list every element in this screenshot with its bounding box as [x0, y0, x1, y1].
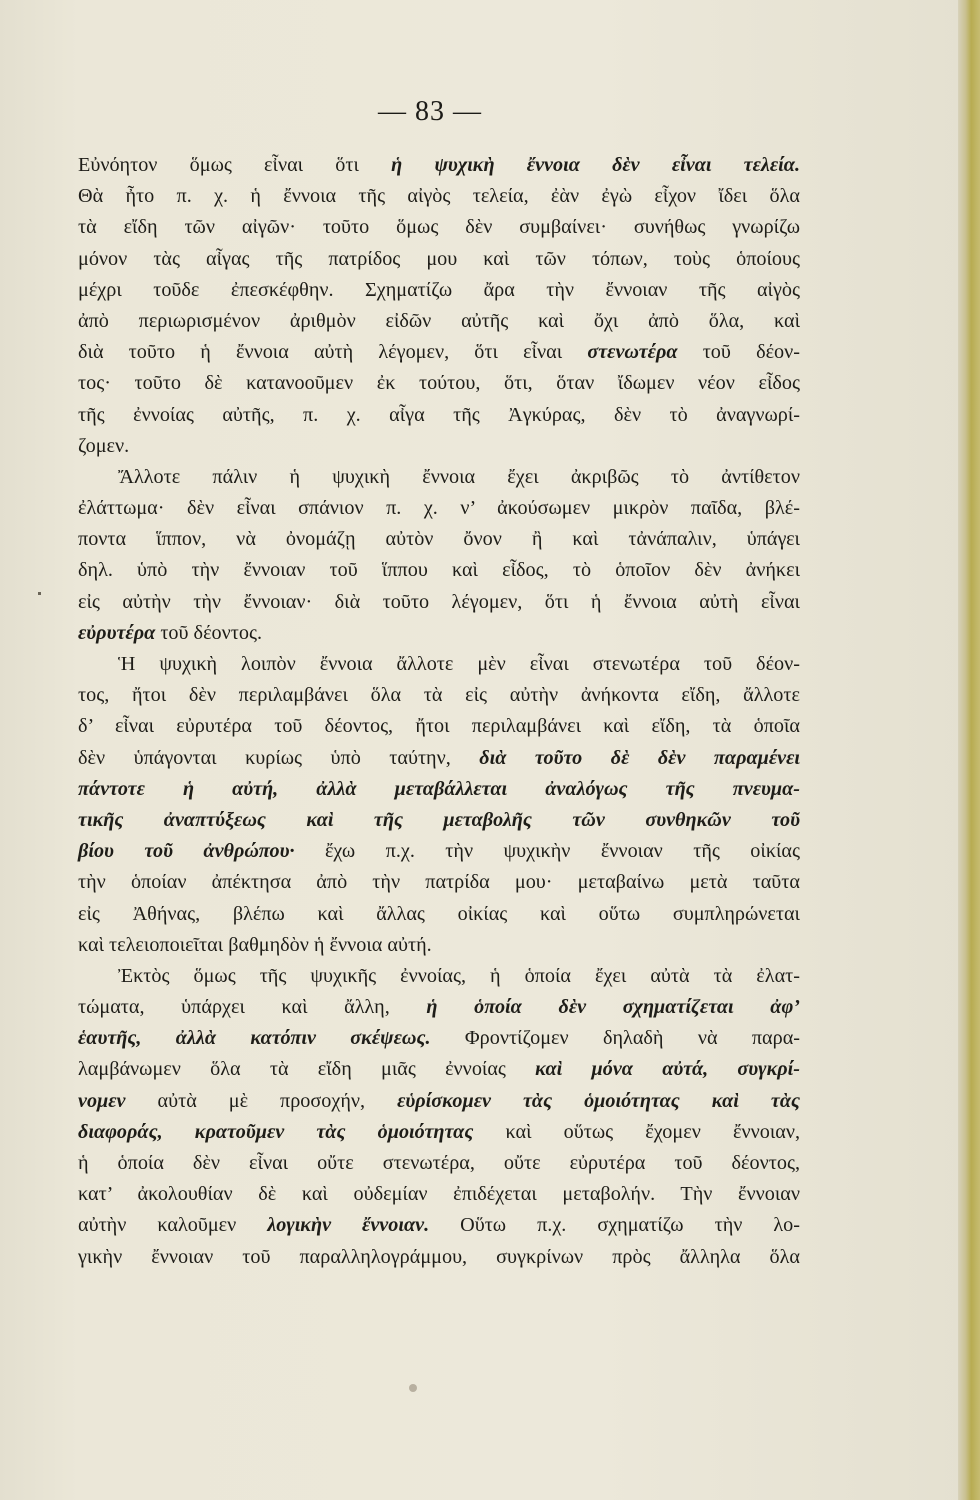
text-line [78, 930, 800, 961]
line-text: δηλ. ὑπὸ τὴν ἔννοιαν τοῦ ἵππου καὶ εἶδος, τὸ ὁποῖον δὲν ἀνήκει [78, 559, 800, 582]
emphasis-text: εὑρίσκομεν τὰς ὁμοιότητας καὶ τὰς [397, 1089, 800, 1112]
emphasis-text: στενωτέρα [587, 341, 678, 364]
line-text: καὶ τελειοποιεῖται βαθμηδὸν ἡ ἔννοια αὐτή. [78, 933, 432, 956]
emphasis-text: νομεν [78, 1089, 126, 1112]
text-line [78, 867, 800, 898]
line-text: Θὰ ἦτο π. χ. ἡ ἔννοια τῆς αἰγὸς τελεία, ἐὰν ἐγὼ εἶχον ἴδει ὅλα [78, 185, 800, 208]
emphasis-text: λογικὴν ἔννοιαν. [267, 1214, 430, 1237]
text-line [78, 743, 800, 774]
line-text: τος, ἤτοι δὲν περιλαμβάνει ὅλα τὰ εἰς αὐτὴν ἀνήκοντα εἴδη, ἄλλοτε [78, 684, 800, 707]
margin-mark [38, 592, 41, 595]
line-text: κατ’ ἀκολουθίαν δὲ καὶ οὐδεμίαν ἐπιδέχεται μεταβολήν. Τὴν ἔννοιαν [78, 1183, 800, 1206]
text-line [78, 1086, 800, 1117]
emphasis-text: διὰ τοῦτο δὲ δὲν παραμένει [479, 746, 800, 769]
line-text: Ἐκτὸς ὅμως τῆς ψυχικῆς ἐννοίας, ἡ ὁποία ἔχει αὐτὰ τὰ ἐλατ- [118, 964, 800, 987]
line-text: ἔχω π.χ. τὴν ψυχικὴν ἔννοιαν τῆς οἰκίας [294, 840, 800, 863]
text-line [78, 462, 800, 493]
line-text: αὐτὴν καλοῦμεν [78, 1214, 268, 1237]
line-text: τος· τοῦτο δὲ κατανοοῦμεν ἐκ τούτου, ὅτι, ὅταν ἴδωμεν νέον εἶδος [78, 372, 800, 395]
text-line [78, 1210, 800, 1241]
text-line [78, 1148, 800, 1179]
page-edge [958, 0, 980, 1500]
text-line [78, 1242, 800, 1273]
text-line [78, 275, 800, 306]
line-text: Ἡ ψυχικὴ λοιπὸν ἔννοια ἄλλοτε μὲν εἶναι στενωτέρα τοῦ δέον- [118, 653, 800, 675]
line-text: μόνον τὰς αἶγας τῆς πατρίδος μου καὶ τῶν τόπων, τοὺς ὁποίους [78, 247, 800, 270]
text-line [78, 805, 800, 836]
emphasis-text: διαφοράς, κρατοῦμεν τὰς ὁμοιότητας [78, 1120, 474, 1143]
text-line [78, 431, 800, 462]
text-line [78, 1117, 800, 1148]
text-line [78, 774, 800, 805]
emphasis-text: τικῆς ἀναπτύξεως καὶ τῆς μεταβολῆς τῶν συνθηκῶν τοῦ [78, 808, 800, 831]
line-text: Εὐνόητον ὅμως εἶναι ὅτι [78, 154, 392, 176]
line-text: τὰ εἴδη τῶν αἰγῶν· τοῦτο ὅμως δὲν συμβαίνει· συνήθως γνωρίζω [78, 216, 800, 239]
text-line [78, 400, 800, 431]
line-text: ζομεν. [78, 434, 130, 457]
line-text: εἰς Ἀθήνας, βλέπω καὶ ἄλλας οἰκίας καὶ οὕτω συμπληρώνεται [78, 902, 800, 925]
text-line [78, 1179, 800, 1210]
text-line [78, 181, 800, 212]
line-text: λαμβάνωμεν ὅλα τὰ εἴδη μιᾶς ἐννοίας [78, 1058, 536, 1081]
text-line [78, 524, 800, 555]
text-line [78, 337, 800, 368]
emphasis-text: εὐρυτέρα [78, 621, 156, 644]
line-text: καὶ οὕτως ἔχομεν ἔννοιαν, [473, 1120, 800, 1143]
line-text: διὰ τοῦτο ἡ ἔννοια αὐτὴ λέγομεν, ὅτι εἶναι [78, 341, 588, 364]
line-text: δ’ εἶναι εὐρυτέρα τοῦ δέοντος, ἤτοι περιλαμβάνει καὶ εἴδη, τὰ ὁποῖα [78, 715, 800, 738]
text-line [78, 212, 800, 243]
line-text: ἡ ὁποία δὲν εἶναι οὔτε στενωτέρα, οὔτε εὐρυτέρα τοῦ δέοντος, [78, 1152, 800, 1174]
line-text: Οὕτω π.χ. σχηματίζω τὴν λο- [429, 1214, 800, 1237]
line-text: τώματα, ὑπάρχει καὶ ἄλλη, [78, 996, 427, 1019]
line-text: αὐτὰ μὲ προσοχήν, [125, 1089, 398, 1112]
line-text: ποντα ἵππον, νὰ ὀνομάζῃ αὐτὸν ὄνον ἢ καὶ τἀνάπαλιν, ὑπάγει [78, 528, 800, 551]
emphasis-text: καὶ μόνα αὐτά, συγκρί- [535, 1058, 800, 1081]
text-line [78, 1054, 800, 1085]
text-line [78, 899, 800, 930]
text-line [78, 680, 800, 711]
line-text: τοῦ δέοντος. [155, 621, 263, 644]
line-text: δὲν ὑπάγονται κυρίως ὑπὸ ταύτην, [78, 746, 480, 769]
text-line [78, 961, 800, 992]
line-text: Ἄλλοτε πάλιν ἡ ψυχικὴ ἔννοια ἔχει ἀκριβῶς τὸ ἀντίθετον [118, 465, 800, 488]
emphasis-text: ἡ ὁποία δὲν σχηματίζεται ἀφ’ [426, 996, 800, 1019]
text-line [78, 992, 800, 1023]
text-line [78, 306, 800, 337]
line-text: εἰς αὐτὴν τὴν ἔννοιαν· διὰ τοῦτο λέγομεν, ὅτι ἡ ἔννοια αὐτὴ εἶναι [78, 590, 800, 613]
page-number: — 83 — [378, 96, 482, 127]
text-line [78, 587, 800, 618]
text-line [78, 150, 800, 181]
line-text: ἀπὸ περιωρισμένον ἀριθμὸν εἰδῶν αὐτῆς καὶ ὄχι ἀπὸ ὅλα, καὶ [78, 309, 800, 332]
emphasis-text: πάντοτε ἡ αὐτή, ἀλλὰ μεταβάλλεται ἀναλόγως τῆς πνευμα- [78, 777, 800, 800]
emphasis-text: ἡ ψυχικὴ ἔννοια δὲν εἶναι τελεία. [391, 154, 800, 176]
line-text: τὴν ὁποίαν ἀπέκτησα ἀπὸ τὴν πατρίδα μου· μεταβαίνω μετὰ ταῦτα [78, 871, 800, 894]
text-line [78, 493, 800, 524]
line-text: γικὴν ἔννοιαν τοῦ παραλληλογράμμου, συγκρίνων πρὸς ἄλληλα ὅλα [78, 1245, 800, 1268]
body-text [78, 150, 800, 1273]
line-text: Φροντίζομεν δηλαδὴ νὰ παρα- [430, 1027, 801, 1050]
line-text: τῆς ἐννοίας αὐτῆς, π. χ. αἶγα τῆς Ἀγκύρας, δὲν τὸ ἀναγνωρί- [78, 403, 800, 426]
emphasis-text: βίου τοῦ ἀνθρώπου· [78, 840, 295, 863]
text-line [78, 618, 800, 649]
text-line [78, 1023, 800, 1054]
line-text: τοῦ δέον- [677, 341, 800, 364]
emphasis-text: ἑαυτῆς, ἀλλὰ κατόπιν σκέψεως. [78, 1027, 431, 1050]
text-line [78, 711, 800, 742]
text-line [78, 244, 800, 275]
text-line [78, 836, 800, 867]
paper-blemish [409, 1384, 417, 1392]
text-line [78, 649, 800, 680]
line-text: ἐλάττωμα· δὲν εἶναι σπάνιον π. χ. ν’ ἀκούσωμεν μικρὸν παῖδα, βλέ- [78, 497, 800, 520]
line-text: μέχρι τοῦδε ἐπεσκέφθην. Σχηματίζω ἄρα τὴν ἔννοιαν τῆς αἰγὸς [78, 278, 800, 301]
text-line [78, 555, 800, 586]
text-line [78, 368, 800, 399]
